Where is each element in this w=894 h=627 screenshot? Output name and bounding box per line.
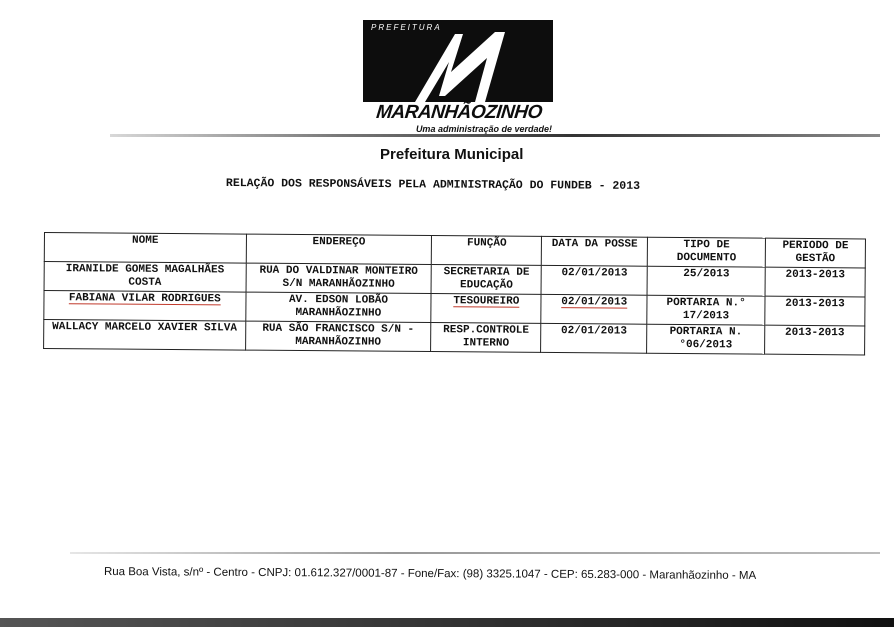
responsibles-table-container [43, 232, 866, 355]
header-funcao: FUNÇÃO [432, 236, 542, 266]
cell-tipo-documento: PORTARIA N.°06/2013 [647, 324, 765, 354]
logo-m-emblem-icon [363, 20, 553, 102]
scan-bottom-edge [0, 618, 894, 627]
header-tipo-documento: TIPO DE DOCUMENTO [647, 237, 765, 267]
cell-nome: WALLACY MARCELO XAVIER SILVA [44, 320, 246, 351]
table-row [44, 320, 865, 355]
header-nome: NOME [44, 233, 246, 264]
organization-name: Prefeitura Municipal [380, 146, 524, 163]
cell-periodo-gestao: 2013-2013 [765, 267, 865, 297]
header-endereco: ENDEREÇO [246, 234, 432, 264]
cell-nome [44, 291, 246, 322]
cell-nome: IRANILDE GOMES MAGALHÃES COSTA [44, 262, 246, 293]
cell-data-posse [541, 294, 647, 324]
cell-nome-text: FABIANA VILAR RODRIGUES [68, 292, 221, 306]
cell-tipo-documento: 25/2013 [647, 266, 765, 296]
cell-endereco: RUA SÃO FRANCISCO S/N - MARANHÃOZINHO [245, 321, 431, 351]
cell-periodo-gestao: 2013-2013 [765, 325, 865, 355]
responsibles-table [43, 232, 866, 355]
footer-address: Rua Boa Vista, s/nº - Centro - CNPJ: 01.612.327/0001-87 - Fone/Fax: (98) 3325.1047 - CEP: 65.283-000 - Maranhãozinho - MA [103, 566, 757, 582]
cell-data-posse: 02/01/2013 [541, 323, 647, 353]
cell-tipo-documento: PORTARIA N.° 17/2013 [647, 295, 765, 325]
cell-endereco: RUA DO VALDINAR MONTEIRO S/N MARANHÃOZINHO [246, 263, 432, 293]
cell-funcao [431, 294, 541, 324]
cell-funcao: SECRETARIA DE EDUCAÇÃO [431, 265, 541, 295]
header-divider [110, 134, 880, 137]
document-title: RELAÇÃO DOS RESPONSÁVEIS PELA ADMINISTRAÇÃO DO FUNDEB - 2013 [225, 177, 641, 193]
cell-periodo-gestao: 2013-2013 [765, 296, 865, 326]
logo-top-text: PREFEITURA [371, 23, 442, 32]
cell-data-posse-text: 02/01/2013 [561, 296, 628, 309]
cell-data-posse: 02/01/2013 [541, 265, 647, 295]
brand-slogan: Uma administração de verdade! [415, 124, 552, 134]
brand-name: MARANHÃOZINHO [375, 102, 543, 123]
header-data-posse: DATA DA POSSE [542, 236, 648, 266]
cell-funcao: RESP.CONTROLE INTERNO [431, 323, 541, 353]
header-periodo-gestao: PERIODO DE GESTÃO [765, 238, 865, 268]
municipal-logo [363, 20, 553, 102]
cell-funcao-text: TESOUREIRO [453, 295, 520, 308]
footer-divider [70, 552, 880, 554]
cell-endereco: AV. EDSON LOBÃO MARANHÃOZINHO [245, 292, 431, 322]
